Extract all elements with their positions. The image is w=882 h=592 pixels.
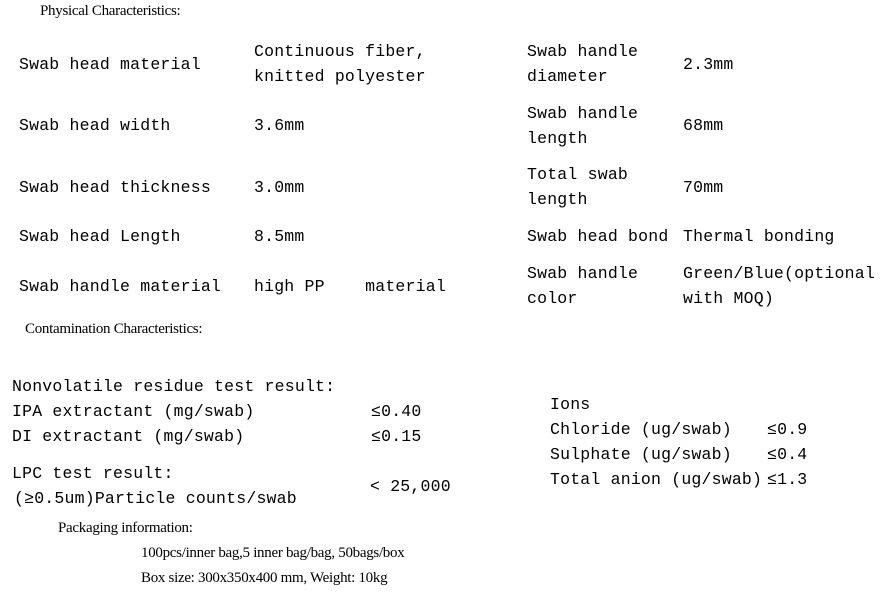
label-handle-material: Swab handle material: [19, 277, 222, 296]
lpc-label: (≥0.5um)Particle counts/swab: [14, 489, 297, 508]
label-head-thickness: Swab head thickness: [19, 178, 211, 197]
label-total-length: Total swab length: [527, 165, 629, 209]
value-total-length: 70mm: [683, 178, 724, 197]
lpc-title: LPC test result:: [12, 464, 174, 483]
lpc-value: < 25,000: [370, 477, 451, 496]
label-head-width: Swab head width: [19, 116, 171, 135]
value-head-length: 8.5mm: [254, 227, 305, 246]
total-anion-label: Total anion (ug/swab): [550, 470, 763, 489]
value-head-material: Continuous fiber, knitted polyester: [254, 42, 426, 86]
value-head-width: 3.6mm: [254, 116, 305, 135]
label-handle-diameter: Swab handle diameter: [527, 42, 639, 86]
label-head-material: Swab head material: [19, 55, 201, 74]
total-anion-value: ≤1.3: [767, 470, 808, 489]
sulphate-label: Sulphate (ug/swab): [550, 445, 732, 464]
value-handle-color: Green/Blue(optional with MOQ): [683, 264, 875, 308]
value-handle-material: high PP material: [254, 277, 446, 296]
di-label: DI extractant (mg/swab): [12, 427, 245, 446]
contamination-heading: Contamination Characteristics:: [25, 321, 203, 337]
physical-heading: Physical Characteristics:: [40, 3, 181, 19]
packaging-heading: Packaging information:: [58, 520, 193, 536]
sulphate-value: ≤0.4: [767, 445, 808, 464]
nvr-title: Nonvolatile residue test result:: [12, 377, 336, 396]
label-head-bond: Swab head bond: [527, 227, 669, 246]
chloride-label: Chloride (ug/swab): [550, 420, 732, 439]
value-handle-length: 68mm: [683, 116, 724, 135]
value-head-bond: Thermal bonding: [683, 227, 835, 246]
packaging-line-2: Box size: 300x350x400 mm, Weight: 10kg: [141, 570, 388, 586]
ipa-value: ≤0.40: [371, 402, 422, 421]
label-handle-length: Swab handle length: [527, 104, 639, 148]
value-handle-diameter: 2.3mm: [683, 55, 734, 74]
chloride-value: ≤0.9: [767, 420, 808, 439]
ions-title: Ions: [550, 395, 591, 414]
packaging-line-1: 100pcs/inner bag,5 inner bag/bag, 50bags/box: [141, 545, 405, 561]
label-handle-color: Swab handle color: [527, 264, 639, 308]
label-head-length: Swab head Length: [19, 227, 181, 246]
di-value: ≤0.15: [371, 427, 422, 446]
ipa-label: IPA extractant (mg/swab): [12, 402, 255, 421]
value-head-thickness: 3.0mm: [254, 178, 305, 197]
